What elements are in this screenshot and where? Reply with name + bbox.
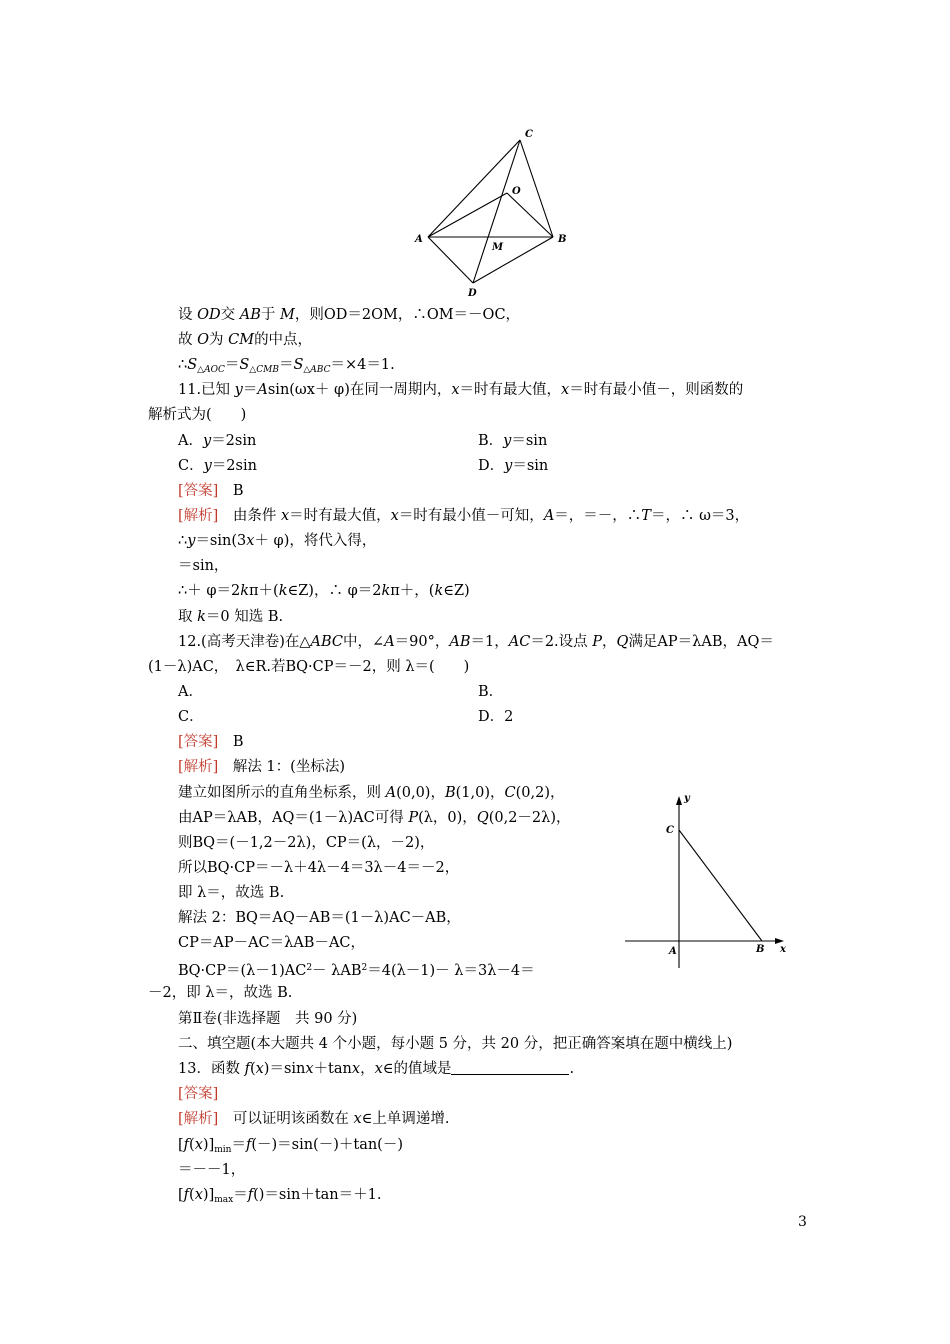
text-line: ∴y＝sin(3x＋ φ)，将代入得，	[178, 533, 377, 549]
analysis-11: [解析] 由条件 x＝时有最大值，x＝时有最小值－可知，A＝，＝－，∴T＝，∴ ω＝3，	[178, 508, 750, 524]
answer-13: [答案]	[178, 1086, 219, 1102]
text-line: ∴＋ φ＝2kπ＋(k∈Z)，∴ φ＝2kπ＋，(k∈Z)	[178, 583, 470, 599]
label-a: A	[415, 234, 423, 245]
label-b: B	[756, 944, 765, 955]
text-line: $\therefore S_{\triangle AOC}=S_{\triangle CMB}=S_{\triangle ABC}=\times 4=1$.	[178, 357, 395, 375]
option-d: D．2	[478, 709, 514, 725]
section-instructions: 二、填空题(本大题共 4 个小题，每小题 5 分，共 20 分，把正确答案填在题中横线上)	[178, 1036, 733, 1052]
option-a: A．	[178, 684, 203, 700]
text-line: 建立如图所示的直角坐标系，则 A(0,0)，B(1,0)，C(0,2)，	[178, 785, 565, 801]
question-11: 11.已知 y＝Asin(ωx＋ φ)在同一周期内，x＝时有最大值，x＝时有最小值－，则函数的	[178, 382, 744, 398]
answer-11: [答案] B	[178, 483, 244, 499]
section-heading: 第Ⅱ卷(非选择题 共 90 分)	[178, 1011, 358, 1027]
text-line: 即 λ＝，故选 B.	[178, 885, 285, 901]
analysis-13: [解析] 可以证明该函数在 x∈上单调递增.	[178, 1111, 450, 1127]
option-b: B．y＝sin	[478, 433, 548, 449]
question-12-cont: (1－λ)AC， λ∈R.若BQ·CP＝－2，则 λ＝( )	[148, 659, 470, 675]
text-line: 由AP＝λAB，AQ＝(1－λ)AC可得 P(λ，0)，Q(0,2－2λ)，	[178, 810, 571, 826]
text-line: 所以BQ·CP＝－λ＋4λ－4＝3λ－4＝－2，	[178, 860, 460, 876]
question-13: 13．函数 f(x)＝sinx＋tanx，x∈的值域是 .	[178, 1061, 575, 1077]
label-o: O	[512, 186, 521, 197]
question-11-cont: 解析式为( )	[148, 407, 247, 423]
text-line: 解法 2：BQ＝AQ－AB＝(1－λ)AC－AB，	[178, 910, 461, 926]
text-line: $[f(x)]_{max}=f()=\sin+\tan=+1$.	[178, 1187, 382, 1205]
option-c: C．y＝2sin	[178, 458, 257, 474]
answer-12: [答案] B	[178, 734, 244, 750]
label-m: M	[492, 242, 504, 253]
text-line: －2，即 λ＝，故选 B.	[148, 985, 293, 1001]
text-line: $BQ\cdot CP=(\lambda-1)AC^2- \lambda AB^2=4(\lambda-1)- \lambda=3\lambda-4=$	[178, 963, 535, 979]
label-b: B	[558, 234, 567, 245]
option-a: A．y＝2sin	[178, 433, 257, 449]
option-d: D．y＝sin	[478, 458, 549, 474]
text-line: ＝－－1，	[178, 1162, 246, 1178]
text-line: 故 O为 CM的中点，	[178, 332, 313, 348]
text-line: ＝sin，	[178, 558, 229, 574]
geometry-figure-abcd	[410, 125, 580, 300]
label-c: C	[525, 129, 533, 140]
text-line: 设 OD交 AB于 M，则OD＝2OM，∴OM＝－OC，	[178, 307, 521, 323]
question-12: 12.(高考天津卷)在△ABC中，∠A＝90°，AB＝1，AC＝2.设点 P，Q满足AP＝λAB，AQ＝	[178, 634, 774, 650]
page-number: 3	[798, 1214, 807, 1230]
label-x-axis: x	[780, 944, 786, 955]
label-c: C	[666, 825, 674, 836]
text-line: $[f(x)]_{min}=f(-)=\sin(-)+\tan(-)$	[178, 1137, 403, 1155]
label-a: A	[669, 946, 677, 957]
coordinate-figure	[620, 790, 800, 970]
answer-blank	[451, 1060, 569, 1075]
text-line: CP＝AP－AC＝λAB－AC，	[178, 935, 366, 951]
label-y-axis: y	[684, 793, 690, 804]
option-c: C．	[178, 709, 204, 725]
option-b: B．	[478, 684, 504, 700]
label-d: D	[468, 288, 477, 299]
text-line: 则BQ＝(－1,2－2λ)，CP＝(λ，－2)，	[178, 835, 435, 851]
analysis-12: [解析] 解法 1：(坐标法)	[178, 759, 345, 775]
text-line: 取 k＝0 知选 B.	[178, 609, 284, 625]
